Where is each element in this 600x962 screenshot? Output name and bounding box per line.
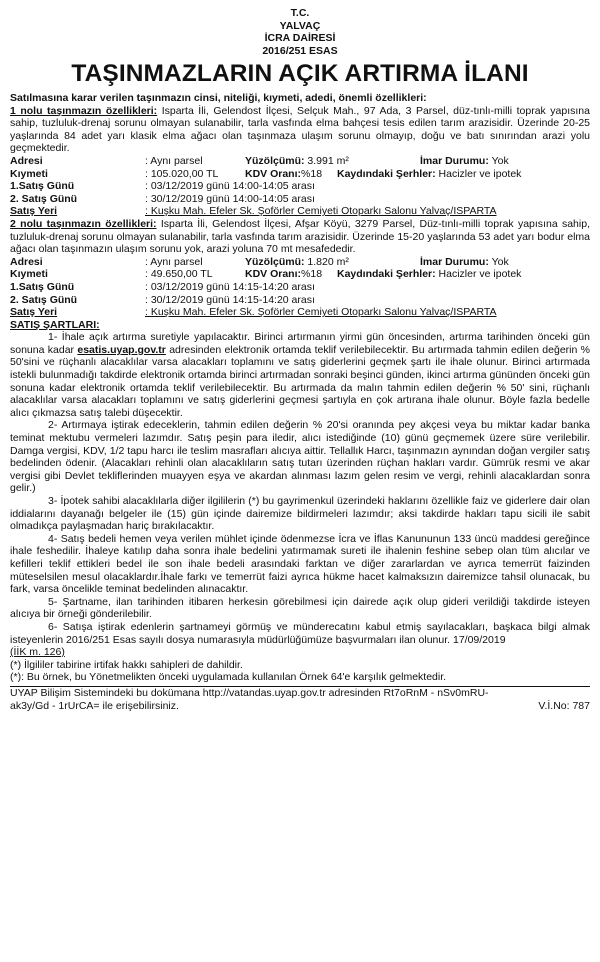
property-2-text: Isparta İli, Gelendost İlçesi, Afşar Köyü, 3279 Parsel, Düz-tınlı-milli toprak yapısına sahip, tuzluluk-drenaj sorunu olmayan sulanabilir, tarla vasfında tarım arazisidir. Üzerinde 15-20 yaşlarında 53 adet yarı bodur elma ağacı olan taşınmazın ulaşım sorunu yok, arazi yoluna 70 mt mesafededir. [10, 217, 590, 256]
property-1-address-row: Adresi : Aynı parsel Yüzölçümü: 3.991 m² İmar Durumu: Yok [10, 154, 509, 167]
footnote-1: (*) İlgililer tabirine irtifak hakkı sahipleri de dahildir. [10, 658, 243, 671]
property-1-text: Isparta İli, Gelendost İlçesi, Selçuk Mah., 97 Ada, 3 Parsel, düz-tınlı-milli toprak yapısına sahip, tuzluluk-drenaj sorunu olmayan sulanabilir, tarla vasfında elma bahçesi tesis edilen tarım arazisidir. Üzerinde 20-25 yaşlarında 84 adet yarı klasik elma ağacı olan taşınmaza ulaşım sorunu olmayıp, doğu ve batı sınırından arazi yolu geçmektedir. [10, 104, 590, 155]
property-1-place-row: Satış Yeri : Kuşku Mah. Efeler Sk. Şoförler Cemiyeti Otoparkı Salonu Yalvaç/ISPARTA [10, 205, 497, 218]
condition-6: 6- Satışa iştirak edenlerin şartnameyi görmüş ve münderecatını kabul etmiş sayılacakları, başkaca bilgi almak isteyenlerin 2016/251 Esas sayılı dosya numarasıyla müdürlüğümüze başvurmaları ilan olunur. 17/09/2019 [10, 620, 590, 646]
header-city: YALVAÇ [279, 19, 321, 32]
property-1-description [10, 105, 590, 155]
intro-text: Satılmasına karar verilen taşınmazın cinsi, niteliği, kıymeti, adedi, önemli özellikleri: [10, 92, 427, 104]
condition-5: 5- Şartname, ilan tarihinden itibaren herkesin görebilmesi için dairede açık olup gideri verildiği takdirde isteyen alıcıya bir örneği gönderilebilir. [10, 595, 590, 621]
property-1-value-row: Kıymeti : 105.020,00 TL KDV Oranı:%18 Kaydındaki Şerhler: Hacizler ve ipotek [10, 167, 522, 180]
condition-2: 2- Artırmaya iştirak edeceklerin, tahmin edilen değerin % 20'si oranında pey akçesi veya bu miktar kadar banka teminat mektubu vermeleri lazımdır. Satış peşin para iledir, alıcı istediğinde (10) günü geçmemek üzere süre verilebilir. Damga vergisi, KDV, 1/2 tapu harcı ile teslim masrafları alıcıya aittir. Tellallık Harcı, taşınmazın aynından doğan vergiler satış bedelinden ödenir. (Alacakları rehinli olan alacaklıların satış tutarı üzerinden rüçhan hakları vardır. Gümrük resmi ve akar vergisi gibi Devlet tekliflerinden muayyen eşya ve akardan alınması lazım gelen resim ve vergi, rehinli alacaklardan sonra gelir.) [10, 419, 590, 495]
property-1-sale2-row: 2. Satış Günü : 30/12/2019 günü 14:00-14:05 arası [10, 192, 315, 205]
header-office: İCRA DAİRESİ [264, 32, 336, 44]
esatis-link[interactable]: esatis.uyap.gov.tr [77, 343, 166, 356]
property-2-address-row: Adresi : Aynı parsel Yüzölçümü: 1.820 m² İmar Durumu: Yok [10, 255, 509, 268]
footnotes [10, 646, 590, 684]
law-reference: (İİK m. 126) [10, 646, 65, 659]
uyap-line-1: UYAP Bilişim Sistemindeki bu dokümana http://vatandas.uyap.gov.tr adresinden Rt7oRnM - nSv0mRU- [10, 686, 489, 699]
property-2-value-row: Kıymeti : 49.650,00 TL KDV Oranı:%18 Kaydındaki Şerhler: Hacizler ve ipotek [10, 268, 522, 281]
vi-number: V.İ.No: 787 [538, 699, 590, 712]
property-2-description [10, 218, 590, 256]
property-1-sale1-row: 1.Satış Günü : 03/12/2019 günü 14:00-14:05 arası [10, 180, 315, 193]
property-1-heading: 1 nolu taşınmazın özellikleri: [10, 104, 158, 117]
property-2-sale1-row: 1.Satış Günü : 03/12/2019 günü 14:15-14:20 arası [10, 280, 315, 293]
header-block [10, 7, 590, 57]
uyap-footer [10, 687, 590, 712]
condition-1: 1- İhale açık artırma suretiyle yapılacaktır. Birinci artırmanın yirmi gün öncesinden, artırma tarihinden önceki gün sonuna kadar esatis.uyap.gov.tr adresinden elektronik ortamda teklif verilebilecektir. Bu artırmada tahmin edilen değerin % 50'sini ve rüçhanlı alacaklılar varsa alacakları toplamını ve satış giderlerini geçmek şartı ile ihale olunur. Birinci artırmada istekli bulunmadığı takdirde elektronik ortamda birinci artırmadan sonraki beşinci günden, ikinci artırma gününden önceki gün sonuna kadar elektronik ortamda teklif verilebilecektir. Bu artırmada da malın tahmin edilen değerin % 50' sini, rüçhanlı alacaklılar varsa alacakları toplamını ve satış giderlerini geçmesi şartıyla en çok artırana ihale olunur. Böyle fazla bedelle alıcı çıkmazsa satış talebi düşecektir. [10, 331, 590, 419]
property-2-place-row: Satış Yeri : Kuşku Mah. Efeler Sk. Şoförler Cemiyeti Otoparkı Salonu Yalvaç/ISPARTA [10, 306, 497, 319]
condition-3: 3- İpotek sahibi alacaklılarla diğer ilgililerin (*) bu gayrimenkul üzerindeki haklarını özellikle faiz ve giderlere dair olan iddialarını dayanağı belgeler ile (15) gün içinde dairemize bildirmeleri lazımdır; aksi takdirde hakları tapu sicili ile sabit olmadıkça paylaşmadan hariç bırakılacaktır. [10, 495, 590, 533]
condition-4: 4- Satış bedeli hemen veya verilen mühlet içinde ödenmezse İcra ve İflas Kanununun 133 üncü maddesi gereğince ihale feshedilir. İhaleye katılıp daha sonra ihale bedelini yatırmamak sureti ile ihalenin feshine sebep olan tüm alıcılar ve kefilleri teklif ettikleri bedel ile son ihale bedeli arasındaki farktan ve diğer zararlardan ve ayrıca temerrüt faizinden müteselsilen mesul olacaklardır.İhale farkı ve temerrüt faizi ayrıca hükme hacet kalmaksızın dairemizce tahsil olunacak, bu fark, varsa öncelikle teminat bedelinden alınacaktır. [10, 532, 590, 596]
header-tc: T.C. [290, 7, 310, 19]
header-case-number: 2016/251 ESAS [262, 44, 338, 57]
property-2-sale2-row: 2. Satış Günü : 30/12/2019 günü 14:15-14:20 arası [10, 293, 315, 306]
conditions-heading: SATIŞ ŞARTLARI: [10, 318, 100, 331]
property-2-heading: 2 nolu taşınmazın özellikleri: [10, 217, 157, 230]
uyap-line-2: ak3y/Gd - 1rUrCA= ile erişebilirsiniz. [10, 699, 179, 712]
footnote-2: (*): Bu örnek, bu Yönetmelikten önceki uygulamada kullanılan Örnek 64'e karşılık gelmektedir. [10, 671, 447, 684]
page-title: TAŞINMAZLARIN AÇIK ARTIRMA İLANI [71, 60, 529, 87]
